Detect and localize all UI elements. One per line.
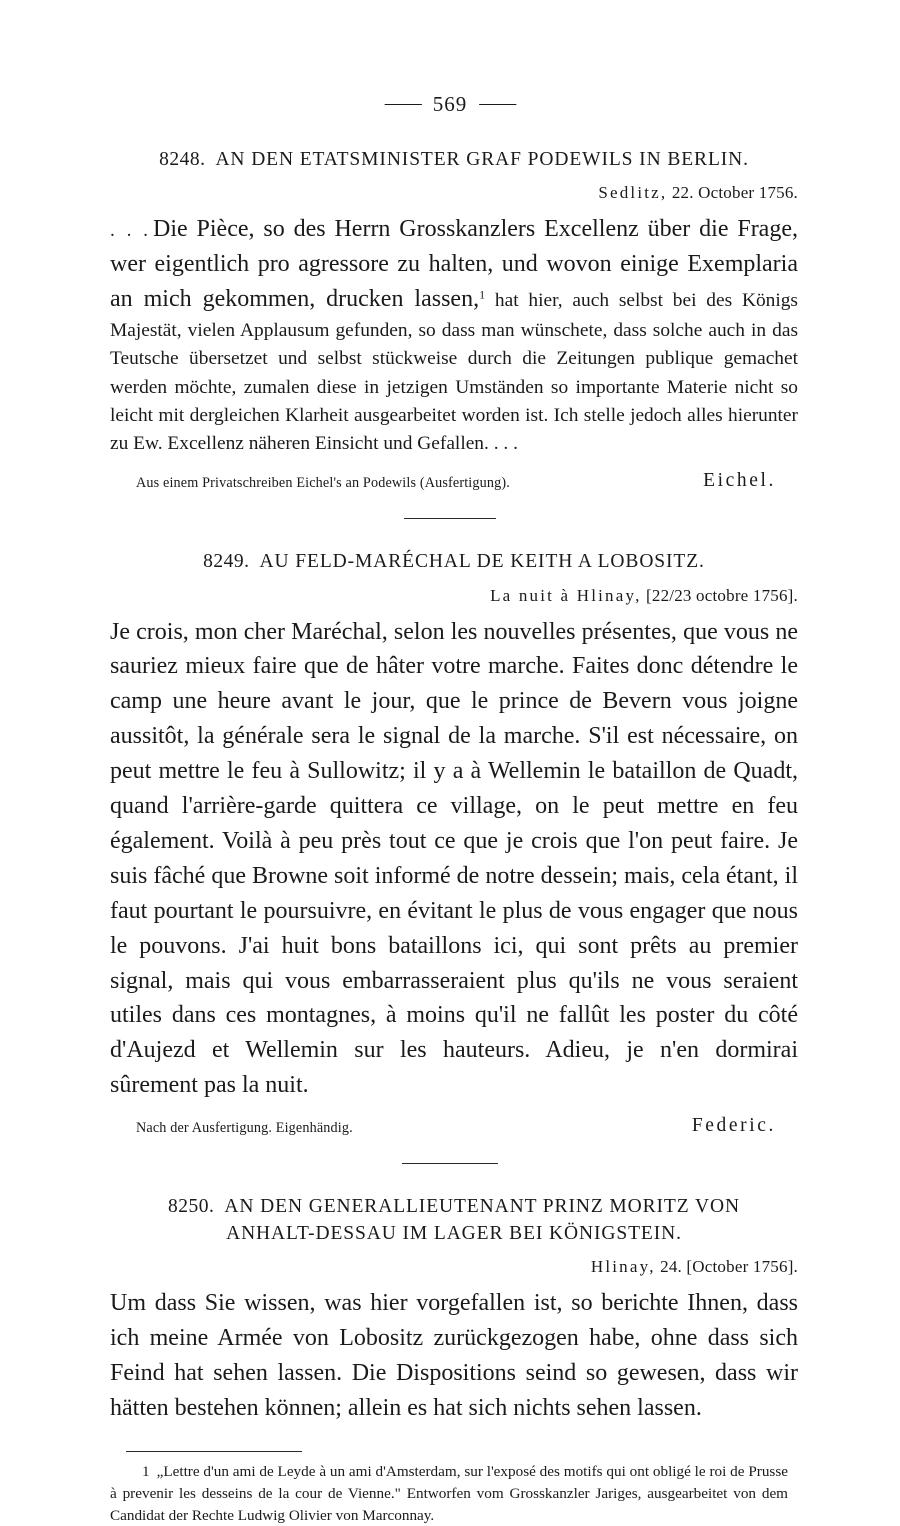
letter-8249-dateline-place: La nuit à Hlinay, (490, 585, 642, 605)
letter-8249-body-text: Je crois, mon cher Maréchal, selon les nouvelles présentes, que vous ne sauriez mieux faire que de hâter votre marche. Faites donc détendre le camp une heure avant le jour, que le prince de Bevern vous joigne aussitôt, la générale sera le signal de la marche. S'il est nécessaire, on peut mettre le feu à Sullowitz; il y a à Wellemin le bataillon de Quadt, quand l'arrière-garde quittera ce village, on le peut mettre en feu également. Voilà à peu près tout ce que je crois que l'on peut faire. Je suis fâché que Browne soit informé de notre dessein; mais, cela étant, il faut pourtant le poursuivre, en évitant le plus de vous engager que nous le pouvons. J'ai huit bons bataillons ici, qui sont prêts au premier signal, mais qui vous embarrasseraient plus qu'ils ne vous seraient utiles dans ces montagnes, à moins qu'il ne fallût les poster du côté d'Aujezd et Wellemin sur les hauteurs. Adieu, je n'en dormirai sûrement pas la nuit. (110, 618, 798, 1099)
letter-8250-number: 8250. (168, 1196, 215, 1218)
footnote-1 (110, 1461, 788, 1526)
letter-8248-body-part2: hat hier, auch selbst bei des Königs Majestät, vielen Applausum gefunden, so dass man wünschete, dass solche auch in das Teutsche übersetzet und selbst stückweise durch die Zeitungen publique gemachet werden möchte, zumalen diese in jetzigen Umständen so importante Materie nicht so leicht mit dergleichen Klarheit ausgearbeitet worden ist. Ich stelle jedoch alles hierunter zu Ew. Excellenz näheren Einsicht und Gefallen. . . . (110, 290, 798, 454)
letter-8248-source-note: Aus einem Privatschreiben Eichel's an Podewils (Ausfertigung). (136, 475, 510, 492)
footnote-reference: 1 (479, 287, 486, 302)
letter-8250-body-text: Um dass Sie wissen, was hier vorgefallen ist, so berichte Ihnen, dass ich meine Armée von Lobositz zurückgezogen habe, ohne dass sich Feind hat sehen lassen. Die Dispositions seind so gewesen, dass wir hätten bestehen können; allein es hat sich nichts sehen lassen. (110, 1289, 798, 1421)
footnote-rule (126, 1451, 302, 1452)
letter-8248-signature: Eichel. (703, 470, 776, 492)
folio-number: 569 (432, 92, 468, 116)
letter-8250 (110, 1194, 798, 1425)
letter-8250-body (110, 1286, 798, 1426)
letter-8249-number: 8249. (203, 551, 250, 573)
letter-8250-dateline-place: Hlinay, (590, 1256, 656, 1276)
page-folio (0, 92, 900, 117)
letter-8249-dateline (110, 586, 798, 606)
letter-8248-title: AN DEN ETATSMINISTER GRAF PODEWILS IN BERLIN. (215, 149, 749, 170)
letter-8248-dateline-place: Sedlitz, (598, 183, 668, 203)
letter-8249 (110, 549, 798, 1137)
letter-8250-title-line2: ANHALT-DESSAU IM LAGER BEI KÖNIGSTEIN. (226, 1222, 682, 1244)
section-divider-2 (402, 1163, 498, 1164)
footnote-number: 1 (142, 1463, 150, 1481)
letter-8248-body (110, 212, 798, 458)
letter-8249-signature-row (110, 1115, 798, 1137)
section-divider-1 (404, 518, 496, 519)
letter-8249-heading (110, 549, 798, 575)
letter-8250-heading (110, 1194, 798, 1247)
letter-8248-dateline-date: 22. October 1756. (671, 183, 798, 203)
letter-8248-signature-row (110, 470, 798, 492)
letter-8250-title-line1: AN DEN GENERALLIEUTENANT PRINZ MORITZ VON (224, 1196, 740, 1218)
folio-dash-left: —— (384, 93, 421, 114)
letter-8248-lead: . . . (110, 220, 150, 242)
letter-8248-body-part1: Die Pièce, so des Herrn Grosskanzlers Excellenz über die Frage, wer eigentlich pro agressore zu halten, und wovon einige Exemplaria an mich gekommen, drucken lassen, (110, 216, 798, 313)
letter-8250-dateline-date: 24. [October 1756]. (660, 1256, 798, 1276)
letter-8248-dateline (110, 183, 798, 203)
letter-8250-dateline (110, 1257, 798, 1277)
letter-8249-source-note: Nach der Ausfertigung. Eigenhändig. (136, 1120, 353, 1137)
letter-8249-title: AU FELD-MARÉCHAL DE KEITH A LOBOSITZ. (259, 551, 705, 573)
footnote-text: „Lettre d'un ami de Leyde à un ami d'Amsterdam, sur l'exposé des motifs qui ont obligé le roi de Prusse à prevenir les desseins de la cour de Vienne." Entworfen vom Grosskanzler Jariges, ausgearbeitet von dem Candidat der Rechte Ludwig Olivier von Marconnay. (110, 1463, 788, 1524)
letter-8248-number: 8248. (159, 149, 206, 170)
letter-8248 (110, 147, 798, 492)
folio-dash-right: —— (479, 93, 516, 114)
document-page (0, 92, 900, 1524)
letter-8248-heading (110, 147, 798, 173)
letter-8249-signature: Federic. (691, 1115, 776, 1137)
letter-8249-body (110, 615, 798, 1104)
letter-8249-dateline-date: [22/23 octobre 1756]. (646, 585, 798, 605)
